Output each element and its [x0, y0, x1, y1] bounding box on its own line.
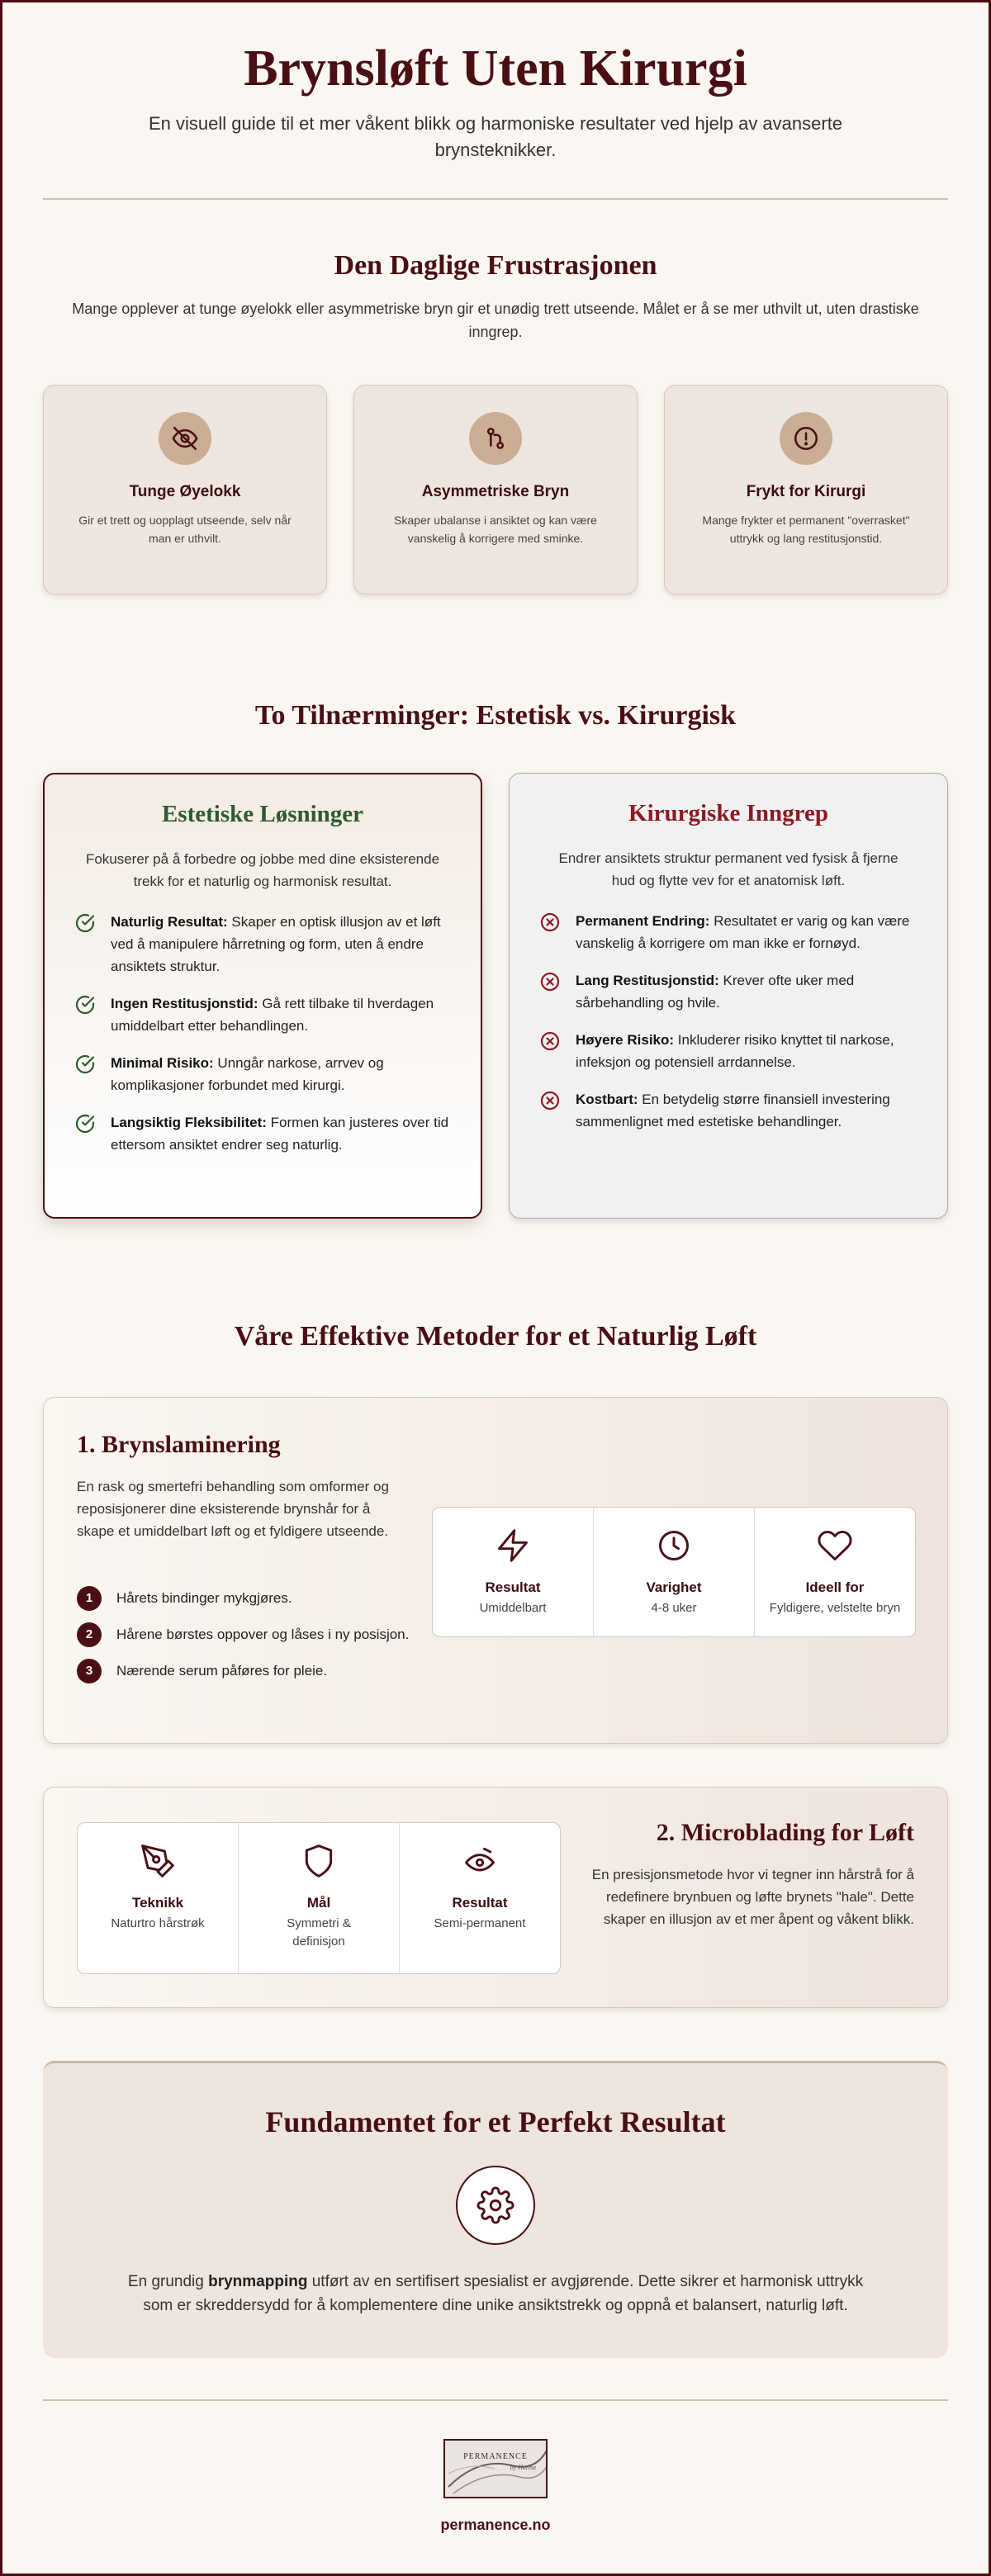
card-title: Tunge Øyelokk — [129, 483, 241, 500]
check-circle-icon — [74, 994, 96, 1016]
stat-title: Resultat — [485, 1579, 541, 1595]
card-title: Asymmetriske Bryn — [421, 483, 570, 500]
stat-value: Fyldigere, velstelte bryn — [769, 1601, 901, 1615]
aesthetic-title: Estetiske Løsninger — [161, 801, 364, 827]
clock-icon — [656, 1527, 692, 1564]
list-item — [539, 1029, 918, 1073]
stat-item — [238, 1823, 399, 1973]
frustration-card — [353, 385, 638, 594]
item-text: Unngår narkose, arrvev og komplikasjoner forbundet med kirurgi. — [111, 1055, 384, 1093]
lamination-steps — [77, 1586, 424, 1695]
surgical-title: Kirurgiske Inngrep — [628, 800, 828, 826]
lamination-stats — [432, 1507, 916, 1637]
logo-subtext: by Hanna — [510, 2464, 536, 2471]
foundation-text-b: utført av en sertifisert spesialist er avgjørende. Dette sikrer et harmonisk uttrykk som er skreddersydd for å komplementere dine unike ansiktstrekk og oppnå et balansert, naturlig løft. — [143, 2273, 864, 2314]
x-circle-icon — [539, 971, 561, 992]
branch-icon — [469, 412, 522, 465]
stat-title: Ideell for — [805, 1579, 865, 1595]
heart-icon — [817, 1527, 853, 1564]
item-text: Krever ofte uker med sårbehandling og hvile. — [576, 973, 855, 1011]
page-header — [0, 40, 991, 163]
stat-item — [593, 1508, 754, 1636]
surgical-panel — [509, 773, 948, 1219]
stat-value: Semi-permanent — [434, 1916, 526, 1930]
methods-title: Våre Effektive Metoder for et Naturlig Løft — [234, 1321, 757, 1352]
brand-logo — [443, 2439, 548, 2498]
stat-item — [399, 1823, 560, 1973]
item-text: Resultatet er varig og kan være vanskelig å korrigere om man ikke er fornøyd. — [576, 913, 910, 951]
list-item — [74, 1052, 451, 1096]
item-bold: Langsiktig Fleksibilitet: — [111, 1115, 267, 1130]
frustration-card — [664, 385, 948, 594]
card-text: Gir et trett og uopplagt utseende, selv når man er uthvilt. — [78, 514, 292, 545]
step-item — [77, 1659, 424, 1683]
lamination-card — [43, 1397, 948, 1744]
page-title: Brynsløft Uten Kirurgi — [244, 40, 747, 97]
item-text: Inkluderer risiko knyttet til narkose, infeksjon og potensiell arrdannelse. — [576, 1032, 894, 1070]
card-text: Mange frykter et permanent "overrasket" uttrykk og lang restitusjonstid. — [702, 514, 910, 545]
stat-item — [754, 1508, 915, 1636]
step-text: Nærende serum påføres for pleie. — [116, 1663, 328, 1679]
item-text: Skaper en optisk illusjon av et løft ved å manipulere hårretning og form, uten å endre ansiktets struktur. — [111, 914, 441, 974]
lightning-icon — [495, 1527, 531, 1564]
step-item — [77, 1622, 424, 1647]
stat-title: Resultat — [452, 1895, 508, 1911]
foundation-title: Fundamentet for et Perfekt Resultat — [265, 2105, 726, 2138]
item-bold: Minimal Risiko: — [111, 1055, 214, 1071]
stat-item — [433, 1508, 593, 1636]
microblading-text: En presisjonsmetode hvor vi tegner inn hårstrå for å redefinere brynbuen og løfte brynets "hale". Dette skaper en illusjon av et mer åpent og våkent blikk. — [591, 1867, 914, 1927]
aesthetic-panel — [43, 773, 482, 1219]
list-item — [539, 1088, 918, 1133]
step-number: 3 — [77, 1659, 102, 1683]
lamination-title: 1. Brynslaminering — [77, 1431, 281, 1458]
item-bold: Lang Restitusjonstid: — [576, 973, 719, 988]
stat-value: Naturtro hårstrøk — [111, 1916, 205, 1930]
item-text: Gå rett tilbake til hverdagen umiddelbart etter behandlingen. — [111, 996, 434, 1034]
step-text: Hårene børstes oppover og låses i ny posisjon. — [116, 1627, 410, 1642]
site-link[interactable]: permanence.no — [440, 2517, 551, 2533]
frustrations-intro — [0, 297, 991, 343]
frustrations-title: Den Daglige Frustrasjonen — [334, 250, 657, 281]
list-item — [539, 910, 918, 954]
step-item — [77, 1586, 424, 1611]
page-subtitle: En visuell guide til et mer våkent blikk og harmoniske resultater ved hjelp av avanserte brynsteknikker. — [148, 113, 843, 160]
list-item — [74, 992, 451, 1037]
step-number: 1 — [77, 1586, 102, 1611]
stat-value: Symmetri & definisjon — [287, 1916, 351, 1949]
stat-title: Teknikk — [131, 1895, 184, 1911]
lamination-text: En rask og smertefri behandling som omformer og reposisjonerer dine eksisterende brynshår for å skape et umiddelbart løft og et fyldigere utseende. — [77, 1479, 389, 1539]
list-item — [74, 1111, 451, 1156]
comparison-title: To Tilnærminger: Estetisk vs. Kirurgisk — [254, 700, 737, 731]
x-circle-icon — [539, 1030, 561, 1052]
card-title: Frykt for Kirurgi — [746, 483, 866, 500]
microblading-stats — [77, 1822, 561, 1974]
x-circle-icon — [539, 912, 561, 933]
x-circle-icon — [539, 1090, 561, 1111]
frustrations-intro-text: Mange opplever at tunge øyelokk eller asymmetriske bryn gir et unødig trett utseende. Målet er å se mer uthvilt ut, uten drastiske inngrep. — [72, 301, 919, 340]
eye-lift-icon — [462, 1843, 498, 1879]
foundation-section — [43, 2061, 948, 2358]
surgical-list — [539, 910, 918, 1133]
aesthetic-list — [74, 911, 451, 1156]
item-bold: Naturlig Resultat: — [111, 914, 228, 930]
pen-tool-icon — [140, 1843, 176, 1879]
item-bold: Ingen Restitusjonstid: — [111, 996, 258, 1011]
divider — [43, 198, 948, 200]
item-bold: Permanent Endring: — [576, 913, 710, 929]
microblading-title: 2. Microblading for Løft — [656, 1819, 914, 1846]
divider — [43, 2399, 948, 2401]
foundation-text — [124, 2270, 867, 2318]
card-text: Skaper ubalanse i ansiktet og kan være vanskelig å korrigere med sminke. — [394, 514, 597, 545]
item-text: En betydelig større finansiell investering sammenlignet med estetiske behandlinger. — [576, 1091, 890, 1129]
stat-item — [78, 1823, 238, 1973]
check-circle-icon — [74, 1054, 96, 1075]
foundation-text-a: En grundig — [127, 2273, 209, 2290]
item-bold: Høyere Risiko: — [576, 1032, 675, 1048]
footer — [0, 2439, 991, 2534]
stat-value: 4-8 uker — [651, 1601, 697, 1615]
stat-title: Varighet — [646, 1579, 702, 1595]
logo-text: PERMANENCE — [463, 2452, 528, 2461]
stat-value: Umiddelbart — [479, 1601, 547, 1615]
list-item — [74, 911, 451, 978]
item-bold: Kostbart: — [576, 1091, 638, 1107]
check-circle-icon — [74, 1113, 96, 1134]
foundation-bold: brynmapping — [208, 2273, 308, 2290]
step-text: Hårets bindinger mykgjøres. — [116, 1590, 292, 1606]
item-text: Formen kan justeres over tid ettersom ansiktet endrer seg naturlig. — [111, 1115, 449, 1153]
surgical-lead: Endrer ansiktets struktur permanent ved fysisk å fjerne hud og flytte vev for et anatomisk løft. — [558, 850, 899, 888]
microblading-card — [43, 1787, 948, 2008]
step-number: 2 — [77, 1622, 102, 1647]
list-item — [539, 969, 918, 1014]
shield-icon — [301, 1843, 337, 1879]
aesthetic-lead: Fokuserer på å forbedre og jobbe med dine eksisterende trekk for et naturlig og harmonisk resultat. — [85, 851, 440, 889]
eye-off-icon — [159, 412, 211, 465]
check-circle-icon — [74, 912, 96, 934]
stat-title: Mål — [306, 1895, 331, 1911]
gear-icon — [456, 2166, 535, 2245]
frustration-card — [43, 385, 327, 594]
alert-circle-icon — [780, 412, 832, 465]
